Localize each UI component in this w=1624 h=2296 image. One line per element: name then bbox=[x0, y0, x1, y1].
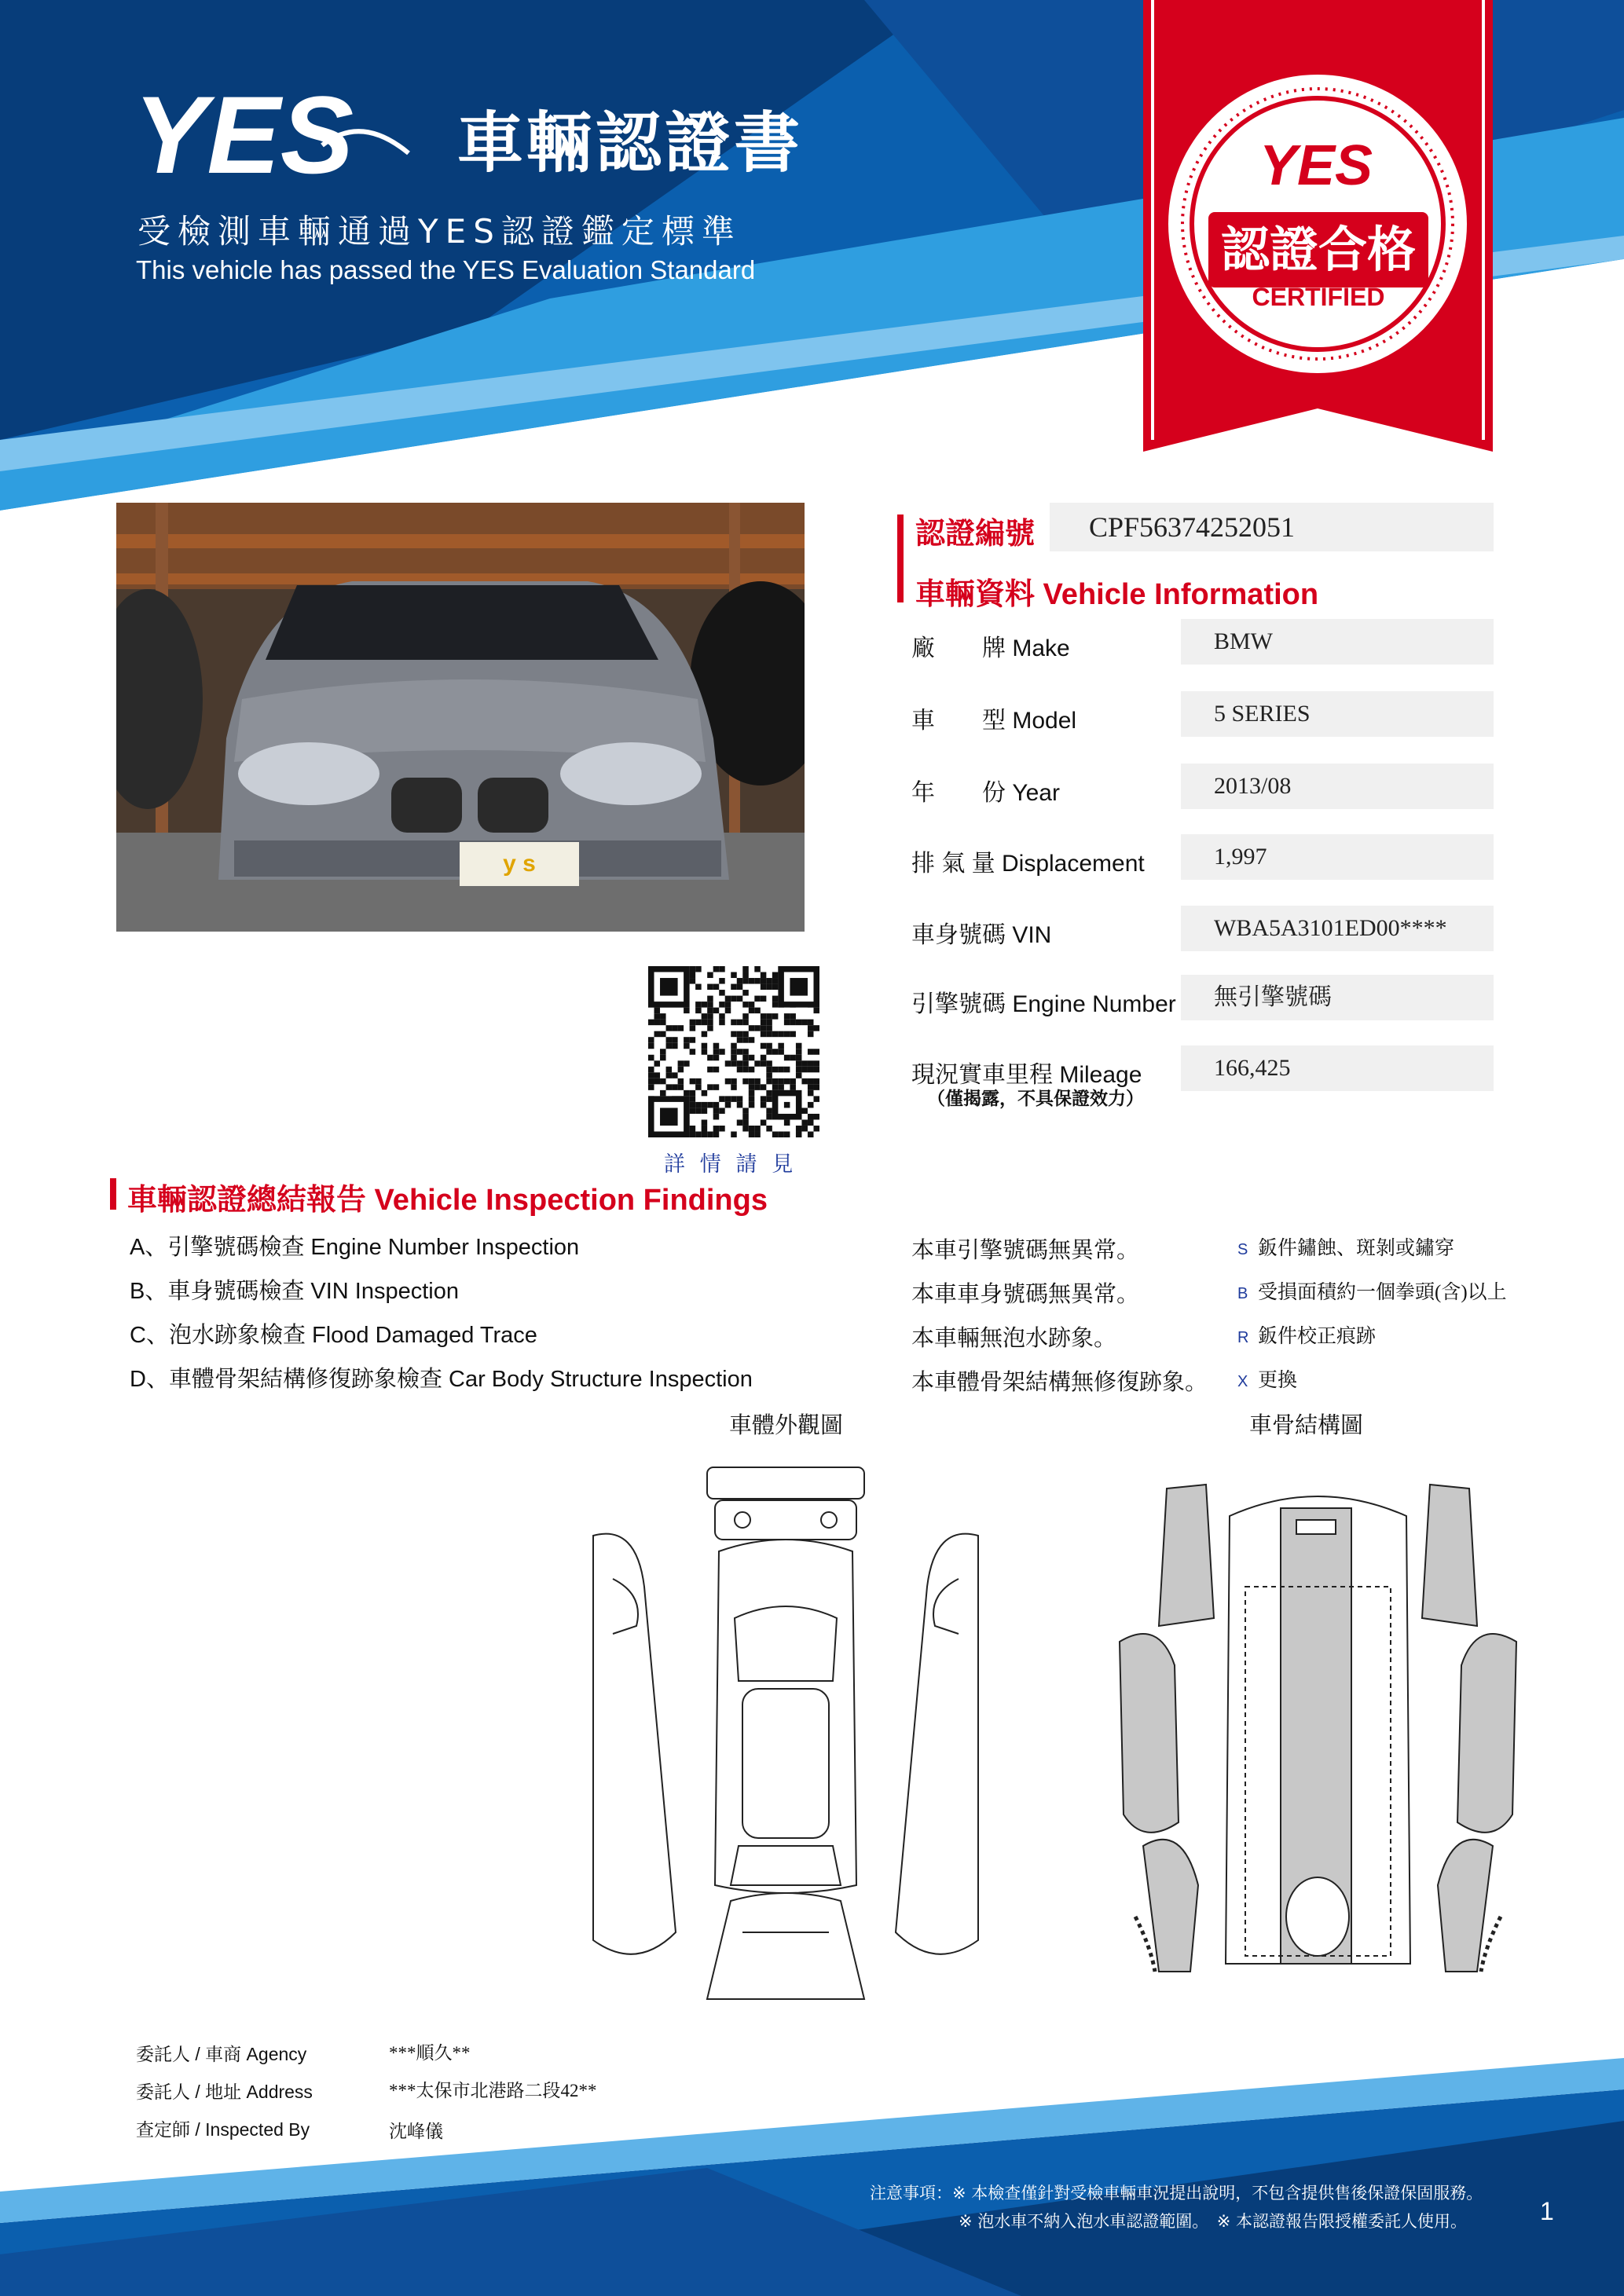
legend-symbol: S bbox=[1237, 1241, 1248, 1258]
finding-result: 本車車身號碼無異常。 bbox=[911, 1282, 1140, 1307]
badge-sub-text: CERTIFIED bbox=[1252, 283, 1385, 311]
frame-diagram-title: 車骨結構圖 bbox=[1249, 1413, 1364, 1438]
finding-item: B、車身號碼檢查 VIN Inspection bbox=[130, 1279, 459, 1304]
findings-title: 車輛認證總結報告 Vehicle Inspection Findings bbox=[127, 1184, 768, 1217]
legend-item bbox=[1237, 1232, 1454, 1261]
vehicle-info-label: 現況實車里程 Mileage bbox=[911, 1062, 1142, 1088]
yes-logo bbox=[126, 71, 424, 192]
legend-symbol: B bbox=[1237, 1285, 1248, 1302]
address-value: ***太保市北港路二段42** bbox=[389, 2081, 597, 2100]
legend-item bbox=[1237, 1276, 1507, 1305]
legend-text: 鈑件校正痕跡 bbox=[1258, 1326, 1377, 1347]
license-plate: y s bbox=[460, 842, 579, 886]
notice-line-2: ※ 泡水車不納入泡水車認證範圍。 ※ 本認證報告限授權委託人使用。 bbox=[959, 2212, 1468, 2231]
exterior-diagram bbox=[589, 1461, 982, 2003]
exterior-diagram-title: 車體外觀圖 bbox=[729, 1413, 844, 1438]
legend-symbol: X bbox=[1237, 1373, 1248, 1390]
qr-caption: 詳 情 請 見 bbox=[664, 1152, 798, 1176]
finding-result: 本車輛無泡水跡象。 bbox=[911, 1326, 1117, 1351]
cert-number-value: CPF56374252051 bbox=[1050, 503, 1494, 551]
vehicle-info-label: 車 型 Model bbox=[911, 708, 1077, 734]
finding-item: A、引擎號碼檢查 Engine Number Inspection bbox=[130, 1235, 580, 1260]
subtitle-zh: 受檢測車輛通過YES認證鑑定標準 bbox=[137, 212, 742, 251]
vehicle-info-label: 廠 牌 Make bbox=[911, 635, 1070, 661]
mileage-note: （僅揭露，不具保證效力） bbox=[927, 1089, 1144, 1109]
notice-line-1: 注意事項：※ 本檢查僅針對受檢車輛車況提出說明，不包含提供售後保證保固服務。 bbox=[870, 2184, 1483, 2203]
legend-text: 受損面積約一個拳頭(含)以上 bbox=[1258, 1282, 1507, 1303]
qr-code[interactable] bbox=[648, 966, 819, 1137]
legend-item bbox=[1237, 1364, 1297, 1393]
vehicle-info-value: 1,997 bbox=[1181, 834, 1494, 880]
subtitle-en: This vehicle has passed the YES Evaluation Standard bbox=[136, 255, 756, 284]
vehicle-info-value: 2013/08 bbox=[1181, 764, 1494, 809]
page-title: 車輛認證書 bbox=[457, 104, 804, 181]
legend-text: 鈑件鏽蝕、斑剝或鏽穿 bbox=[1258, 1238, 1455, 1259]
vehicle-info-label: 排 氣 量 Displacement bbox=[911, 851, 1145, 877]
vehicle-info-value: BMW bbox=[1181, 619, 1494, 665]
badge-main-text: 認證合格 bbox=[1208, 212, 1428, 287]
vehicle-info-value: 5 SERIES bbox=[1181, 691, 1494, 737]
legend-text: 更換 bbox=[1258, 1370, 1298, 1391]
legend-symbol: R bbox=[1237, 1329, 1249, 1346]
finding-item: C、泡水跡象檢查 Flood Damaged Trace bbox=[130, 1323, 537, 1348]
inspector-value: 沈峰儀 bbox=[389, 2122, 443, 2141]
legend-item bbox=[1237, 1320, 1376, 1349]
findings-marker bbox=[110, 1178, 116, 1210]
vehicle-info-label: 年 份 Year bbox=[911, 780, 1060, 806]
agency-value: ***順久** bbox=[389, 2043, 471, 2063]
svg-text:YES: YES bbox=[134, 73, 354, 189]
vehicle-info-value: 166,425 bbox=[1181, 1045, 1494, 1091]
vehicle-info-label: 車身號碼 VIN bbox=[911, 922, 1052, 948]
inspector-label: 查定師 / Inspected By bbox=[136, 2119, 310, 2140]
badge-logo: YES bbox=[1259, 134, 1373, 197]
section-marker bbox=[897, 514, 904, 602]
address-label: 委託人 / 地址 Address bbox=[136, 2082, 313, 2102]
vehicle-info-title: 車輛資料 Vehicle Information bbox=[915, 578, 1319, 611]
frame-diagram bbox=[1112, 1477, 1524, 1979]
agency-label: 委託人 / 車商 Agency bbox=[136, 2044, 307, 2064]
finding-result: 本車引擎號碼無異常。 bbox=[911, 1238, 1140, 1263]
vehicle-info-value: WBA5A3101ED00**** bbox=[1181, 906, 1494, 951]
finding-result: 本車體骨架結構無修復跡象。 bbox=[911, 1370, 1208, 1395]
finding-item: D、車體骨架結構修復跡象檢查 Car Body Structure Inspection bbox=[130, 1367, 753, 1392]
cert-number-label: 認證編號 bbox=[915, 518, 1036, 551]
vehicle-info-label: 引擎號碼 Engine Number bbox=[911, 991, 1176, 1017]
vehicle-info-value: 無引擎號碼 bbox=[1181, 975, 1494, 1020]
page-number: 1 bbox=[1540, 2197, 1554, 2225]
